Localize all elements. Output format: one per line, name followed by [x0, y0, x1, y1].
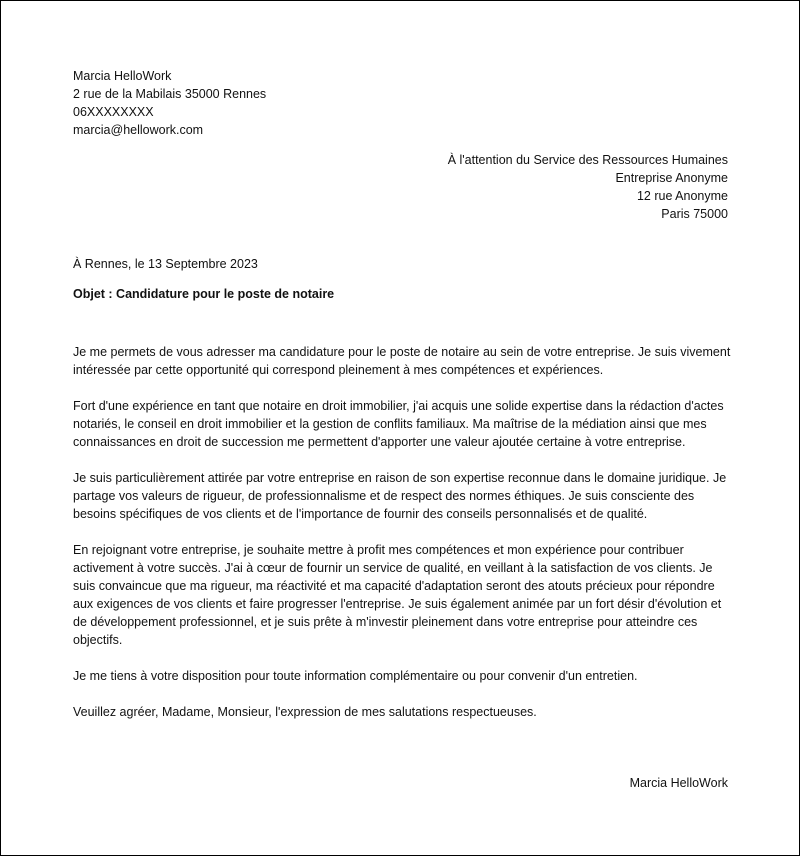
sender-email: marcia@hellowork.com	[73, 123, 204, 137]
sender-address: 2 rue de la Mabilais 35000 Rennes	[73, 87, 267, 101]
sender-name: Marcia HelloWork	[73, 69, 172, 83]
recipient-block	[448, 151, 728, 223]
sender-phone: 06XXXXXXXX	[73, 105, 154, 119]
closing-paragraph: Veuillez agréer, Madame, Monsieur, l'expression de mes salutations respectueuses.	[73, 705, 537, 719]
recipient-street: 12 rue Anonyme	[636, 189, 728, 203]
recipient-company: Entreprise Anonyme	[615, 171, 728, 185]
body-paragraph-5: Je me tiens à votre disposition pour toute information complémentaire ou pour convenir d'un entretien.	[73, 669, 638, 683]
date-line: À Rennes, le 13 Septembre 2023	[73, 257, 258, 271]
recipient-city: Paris 75000	[661, 207, 728, 221]
body-paragraph-1: Je me permets de vous adresser ma candidature pour le poste de notaire au sein de votre entreprise. Je suis vivement intéressée par cette opportunité qui correspond pleinement à mes compétences et expériences.	[73, 345, 731, 377]
signature: Marcia HelloWork	[629, 776, 728, 790]
subject-line: Objet : Candidature pour le poste de notaire	[73, 287, 335, 301]
body-paragraph-4: En rejoignant votre entreprise, je souhaite mettre à profit mes compétences et mon expérience pour contribuer activement à votre succès. J'ai à cœur de fournir un service de qualité, en veillant à la satisfaction de vos clients. Je suis convaincue que ma rigueur, ma réactivité et ma capacité d'adaptation seront des atouts précieux pour répondre aux exigences de vos clients et faire progresser l'entreprise. Je suis également animée par un fort désir d'évolution et de développement professionnel, et je suis prête à m'investir pleinement dans votre entreprise pour atteindre ces objectifs.	[73, 543, 722, 647]
body-paragraph-2: Fort d'une expérience en tant que notaire en droit immobilier, j'ai acquis une solide expertise dans la rédaction d'actes notariés, le conseil en droit immobilier et la gestion de conflits familiaux. Ma maîtrise de la médiation ainsi que mes connaissances en droit de succession me permettent d'apporter une valeur ajoutée certaine à votre entreprise.	[73, 399, 724, 449]
sender-block	[73, 67, 266, 139]
letter-body	[73, 343, 733, 739]
body-paragraph-3: Je suis particulièrement attirée par votre entreprise en raison de son expertise reconnue dans le domaine juridique. Je partage vos valeurs de rigueur, de professionnalisme et de respect des normes éthiques. Je suis consciente des besoins spécifiques de vos clients et de l'importance de fournir des conseils personnalisés et de qualité.	[73, 471, 727, 521]
recipient-attention: À l'attention du Service des Ressources Humaines	[447, 153, 728, 167]
